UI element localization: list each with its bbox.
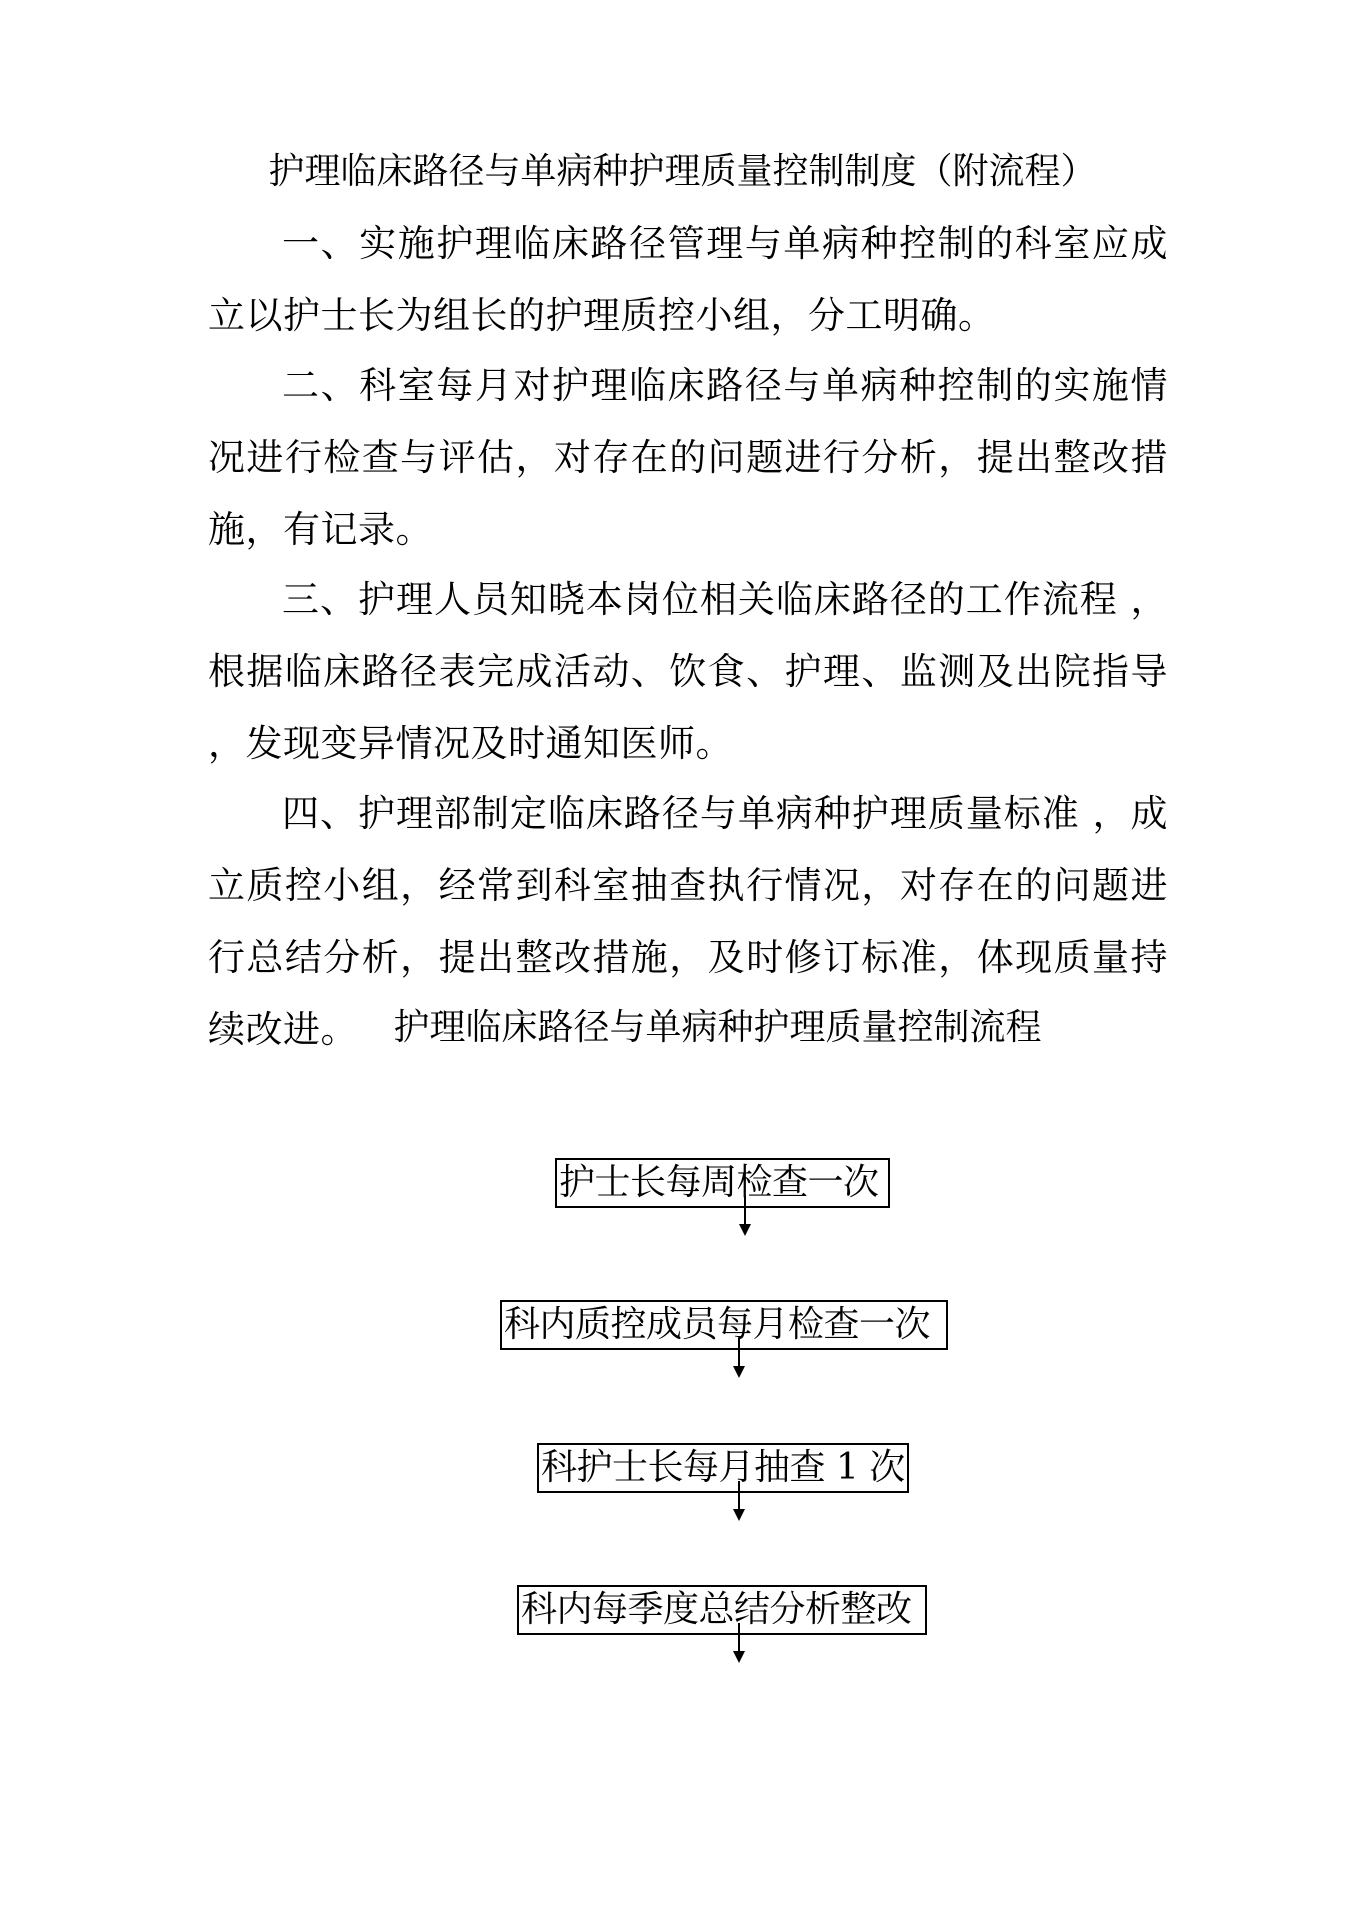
flow-step-2: 科内质控成员每月检查一次	[500, 1300, 948, 1350]
paragraph-4: 四、护理部制定临床路径与单病种护理质量标准 ，成立质控小组，经常到科室抽查执行情况，对存在的问题进行总结分析，提出整改措施，及时修订标准，体现质量持续改进。	[208, 792, 1168, 1051]
paragraph-1: 一、实施护理临床路径管理与单病种控制的科室应成立以护士长为组长的护理质控小组，分工明确。	[208, 222, 1168, 337]
down-arrow-icon	[738, 1196, 752, 1236]
paragraph-3: 三、护理人员知晓本岗位相关临床路径的工作流程 ，根据临床路径表完成活动、饮食、护理、监测及出院指导 ，发现变异情况及时通知医师。	[208, 578, 1168, 765]
down-arrow-icon	[732, 1481, 746, 1521]
flow-step-3: 科护士长每月抽查 1 次	[537, 1443, 909, 1493]
paragraph-2: 二、科室每月对护理临床路径与单病种控制的实施情况进行检查与评估，对存在的问题进行分析，提出整改措施，有记录。	[208, 364, 1168, 551]
flow-step-1: 护士长每周检查一次	[555, 1158, 890, 1208]
document-title: 护理临床路径与单病种护理质量控制制度（附流程）	[268, 151, 1097, 192]
flow-chart-title: 护理临床路径与单病种护理质量控制流程	[393, 1007, 1042, 1048]
down-arrow-icon	[732, 1338, 746, 1378]
down-arrow-icon	[732, 1623, 746, 1663]
flow-step-4: 科内每季度总结分析整改	[517, 1585, 927, 1635]
